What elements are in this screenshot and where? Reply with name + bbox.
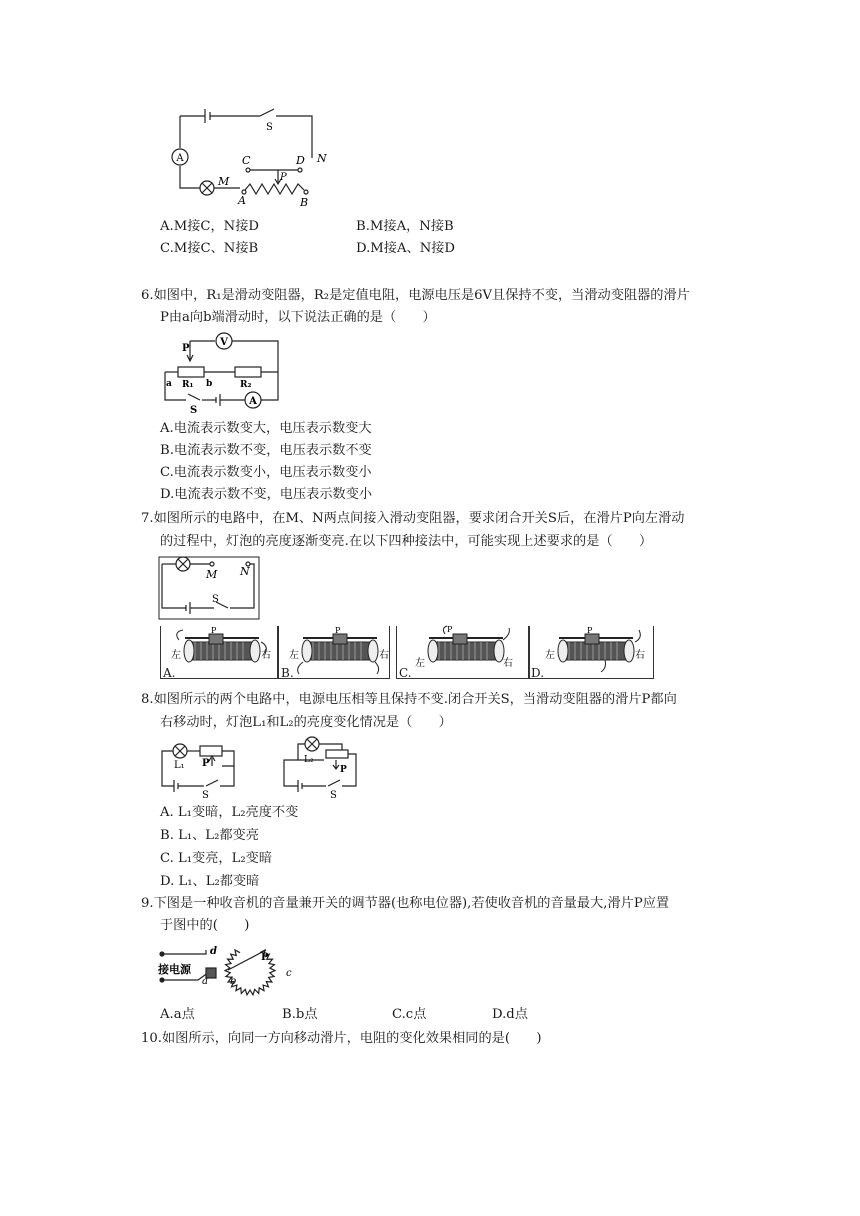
q5-label-s: S (266, 122, 273, 133)
q9-option-d: D.d点 (492, 1007, 528, 1022)
svg-text:左: 左 (289, 650, 299, 661)
q9-option-c: C.c点 (392, 1007, 427, 1022)
svg-text:右: 右 (635, 650, 645, 661)
q8-option-b: B. L₁、L₂都变亮 (160, 828, 259, 843)
q7-stem-line2: 的过程中，灯泡的亮度逐渐变亮.在以下四种接法中，可能实现上述要求的是（ ） (160, 534, 653, 549)
q8-label-l1: L₁ (174, 760, 185, 771)
svg-text:右: 右 (379, 650, 389, 661)
q9-option-b: B.b点 (282, 1007, 318, 1022)
q8-stem-line1: 8.如图所示的两个电路中，电源电压相等且保持不变.闭合开关S，当滑动变阻器的滑片P都向 (141, 692, 677, 707)
q7-choice-a-label: A. (163, 666, 176, 680)
q5-circuit-figure (160, 100, 350, 212)
q5-label-d: D (296, 154, 305, 167)
q8-label-l2: L₂ (304, 755, 314, 765)
q8-left-label-p: P (202, 758, 210, 769)
q7-choice-c[interactable] (396, 626, 530, 679)
q5-label-n: N (317, 152, 327, 165)
q5-label-p: P (280, 172, 287, 183)
q5-label-m: M (218, 175, 230, 188)
q8-right-label-s: S (330, 790, 337, 801)
q9-label-p: P (261, 952, 269, 963)
q6-circuit-figure (160, 332, 285, 414)
q9-label-c: c (286, 968, 292, 979)
q6-label-s: S (190, 405, 198, 416)
rheostat-icon (171, 628, 271, 674)
rheostat-icon (545, 628, 645, 674)
q9-label-d: d (210, 946, 217, 957)
q6-stem-line1: 6.如图中，R₁是滑动变阻器，R₂是定值电阻，电源电压是6V且保持不变，当滑动变阻器的滑片 (141, 288, 690, 303)
q9-label-a: a (202, 976, 208, 987)
q6-stem-line2: P由a向b端滑动时，以下说法正确的是（ ） (160, 310, 436, 325)
q9-label-b: b (230, 976, 237, 987)
q6-voltmeter-label: V (220, 337, 228, 348)
q8-option-a: A. L₁变暗，L₂亮度不变 (160, 805, 299, 820)
q7-circuit-figure (158, 556, 260, 620)
q6-label-r1: R₁ (182, 380, 194, 390)
q6-option-a: A.电流表示数变大，电压表示数变大 (160, 421, 372, 436)
svg-text:右: 右 (503, 658, 513, 669)
q9-stem-line2: 于图中的( ) (160, 918, 250, 933)
q6-option-d: D.电流表示数不变，电压表示数变小 (160, 487, 373, 502)
svg-text:P: P (335, 626, 341, 635)
q9-option-a: A.a点 (160, 1007, 195, 1022)
q7-stem-line1: 7.如图所示的电路中，在M、N两点间接入滑动变阻器，要求闭合开关S后，在滑片P向左滑动 (141, 511, 685, 526)
q5-option-b: B.M接A，N接B (356, 219, 454, 234)
q7-choice-d-label: D. (531, 666, 545, 680)
q6-label-r2: R₂ (240, 380, 252, 390)
q7-label-n: N (240, 565, 250, 578)
svg-text:P: P (587, 626, 593, 635)
q8-left-label-s: S (202, 790, 209, 801)
q7-choice-d[interactable] (528, 626, 654, 679)
q10-stem-line1: 10.如图所示，向同一方向移动滑片，电阻的变化效果相同的是( ) (141, 1031, 542, 1046)
q7-label-m: M (206, 568, 218, 581)
q5-label-c: C (242, 154, 251, 167)
q6-ammeter-label: A (249, 396, 257, 407)
q9-label-source: 接电源 (158, 963, 191, 976)
q8-circuit-right (280, 732, 362, 801)
q8-option-d: D. L₁、L₂都变暗 (160, 874, 260, 889)
svg-text:右: 右 (261, 650, 271, 661)
q5-label-b: B (300, 196, 309, 209)
q5-ammeter-label: A (176, 153, 184, 164)
q7-choice-c-label: C. (399, 666, 412, 680)
svg-text:左: 左 (171, 650, 181, 661)
q7-choice-b-label: B. (281, 666, 294, 680)
svg-text:左: 左 (415, 658, 425, 669)
q5-label-a: A (238, 194, 246, 207)
rheostat-icon (289, 628, 389, 674)
q6-option-b: B.电流表示数不变，电压表示数不变 (160, 443, 372, 458)
q6-label-b: b (206, 379, 213, 389)
q6-label-p: P (182, 343, 190, 354)
q7-label-s: S (212, 594, 219, 605)
q5-option-d: D.M接A、N接D (356, 241, 455, 256)
q5-option-c: C.M接C、N接B (160, 241, 259, 256)
svg-text:左: 左 (545, 650, 555, 661)
svg-text:P: P (447, 625, 453, 634)
q8-option-c: C. L₁变亮，L₂变暗 (160, 851, 273, 866)
q5-option-a: A.M接C，N接D (160, 219, 259, 234)
rheostat-icon (415, 625, 515, 674)
q7-choice-a[interactable] (160, 626, 278, 679)
q7-choice-b[interactable] (278, 626, 390, 679)
svg-text:P: P (211, 626, 217, 635)
q8-stem-line2: 右移动时，灯泡L₁和L₂的亮度变化情况是（ ） (160, 715, 452, 730)
q9-stem-line1: 9.下图是一种收音机的音量兼开关的调节器(也称电位器),若使收音机的音量最大,滑片P应置 (141, 896, 670, 911)
q6-option-c: C.电流表示数变小，电压表示数变小 (160, 465, 372, 480)
q6-label-a: a (166, 379, 172, 389)
q9-potentiometer-figure (158, 940, 293, 998)
q8-right-label-p: P (340, 765, 347, 775)
q8-circuit-left (158, 738, 240, 801)
